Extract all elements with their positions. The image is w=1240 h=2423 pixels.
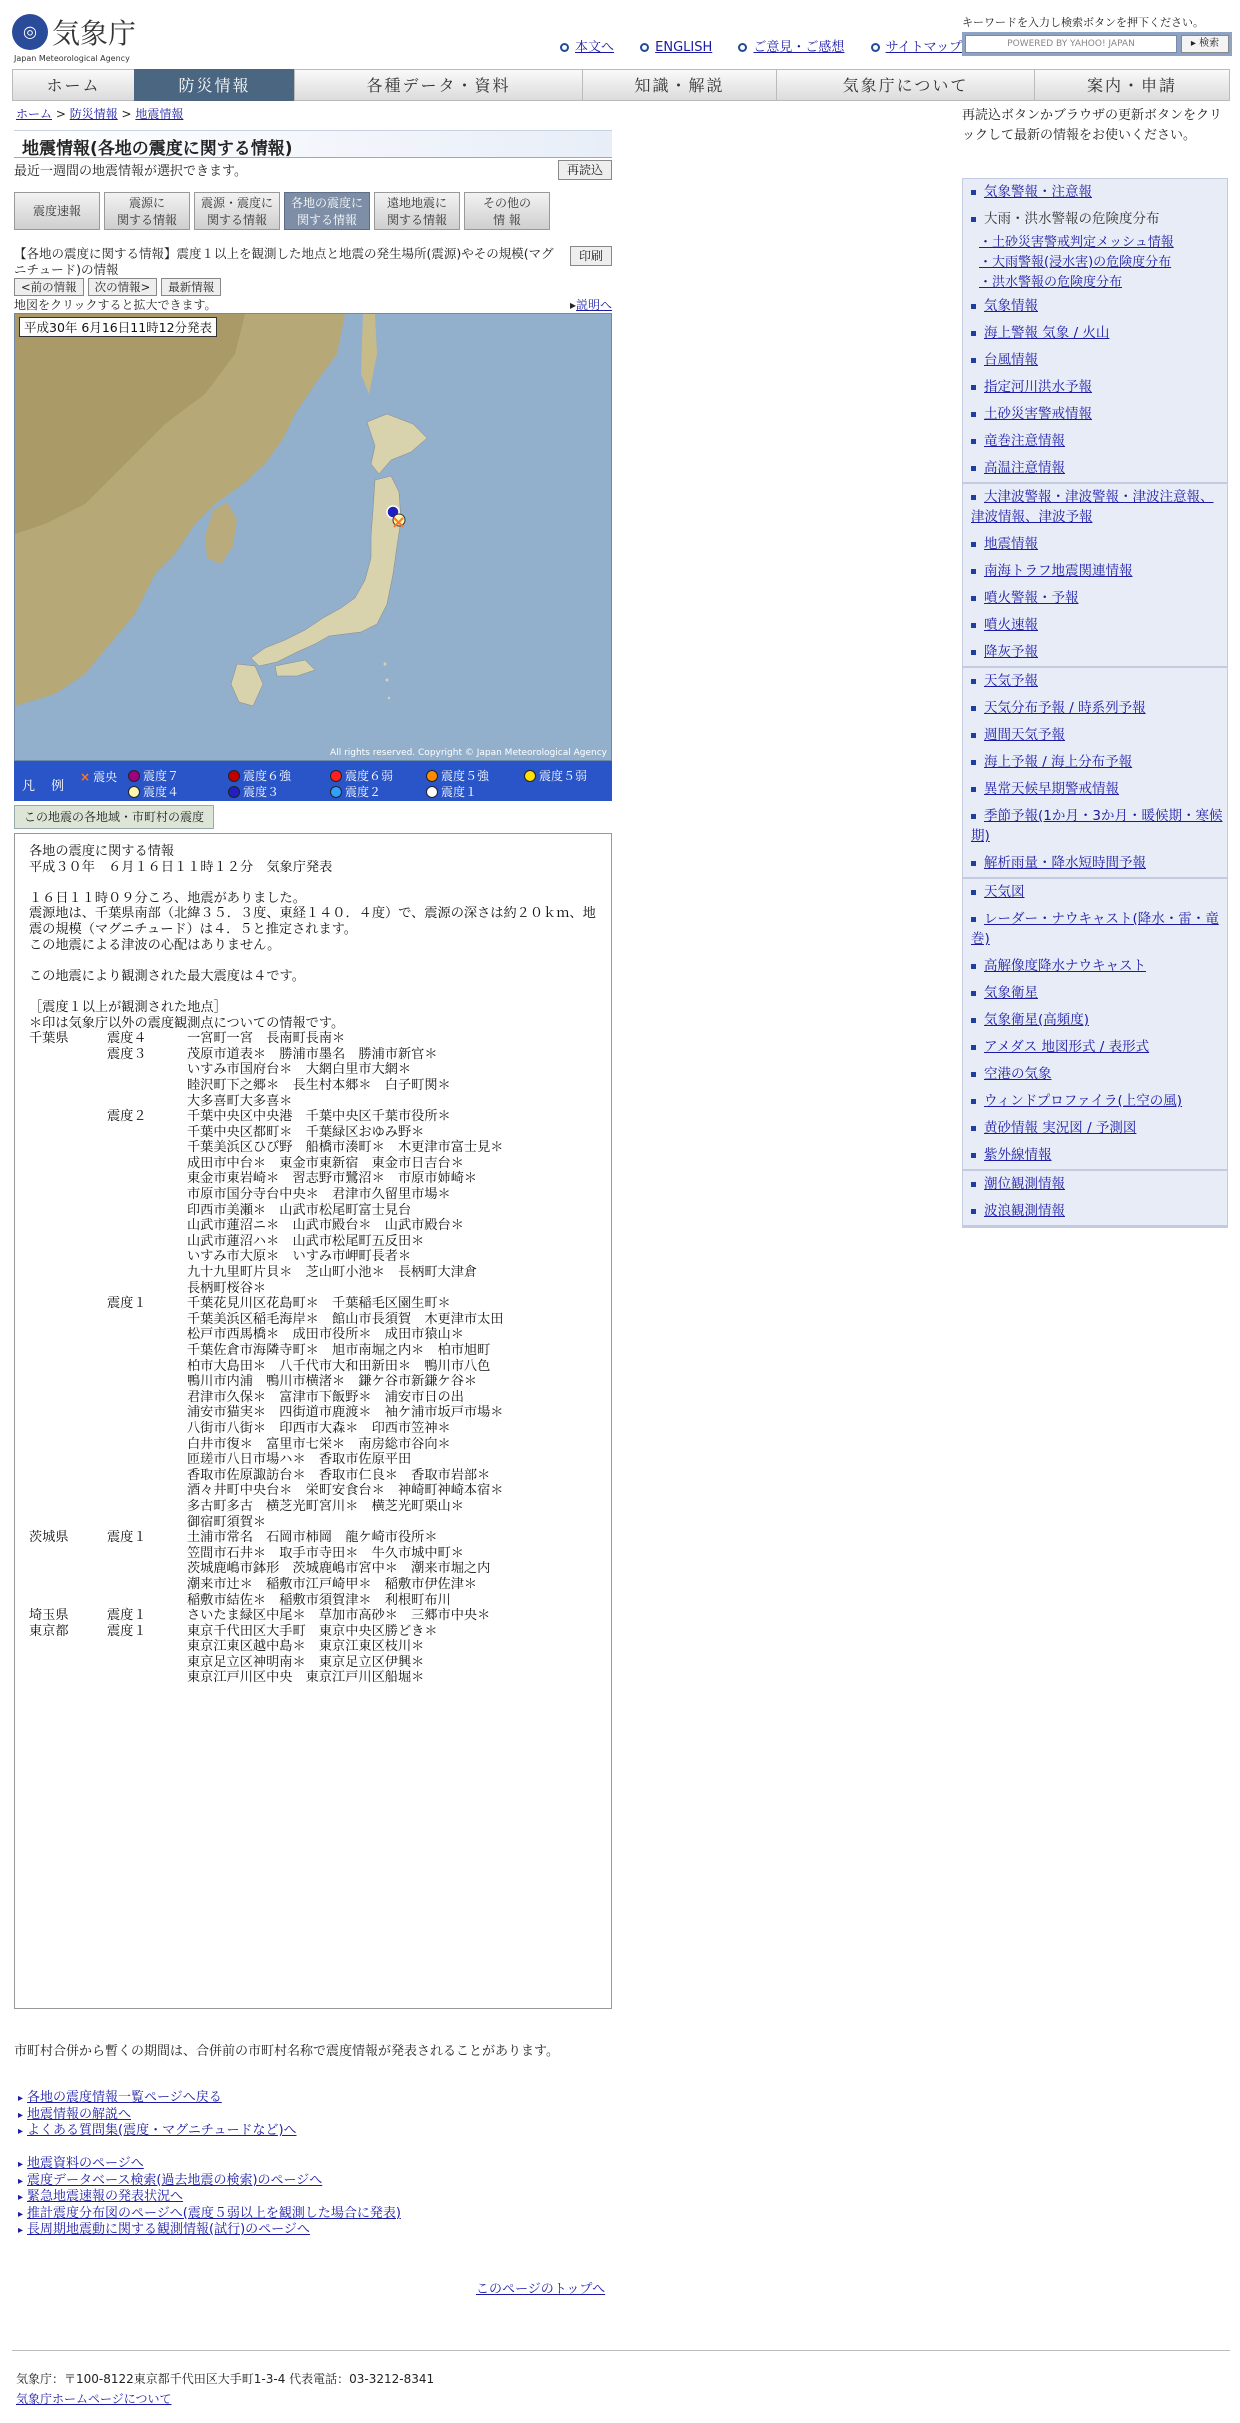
- square-bullet-icon: [971, 1045, 976, 1050]
- honshu: [251, 476, 401, 666]
- square-bullet-icon: [971, 569, 976, 574]
- link-earthquake-data[interactable]: 地震資料のページへ: [27, 2156, 144, 2171]
- sidebar-item-label[interactable]: 紫外線情報: [984, 1147, 1052, 1163]
- sidebar-item-label[interactable]: 噴火速報: [984, 617, 1038, 633]
- square-bullet-icon: [971, 991, 976, 996]
- square-bullet-icon: [971, 787, 976, 792]
- sidebar-item[interactable]: [963, 722, 1227, 749]
- sidebar-item[interactable]: [963, 879, 1227, 906]
- sidebar-item[interactable]: [963, 1171, 1227, 1198]
- link-estimated-intensity[interactable]: 推計震度分布図のページへ(震度５弱以上を観測した場合に発表): [27, 2205, 401, 2221]
- sidebar-item[interactable]: [963, 906, 1227, 953]
- data-link-item[interactable]: [18, 2173, 401, 2190]
- site-header: [0, 0, 1240, 66]
- link-intensity-database[interactable]: 震度データベース検索(過去地震の検索)のページへ: [27, 2172, 323, 2188]
- legend-item-label: 震度４: [143, 785, 180, 799]
- print-button[interactable]: 印刷: [570, 246, 612, 266]
- legend-epicenter: [80, 768, 117, 785]
- explanation-link[interactable]: ▸説明へ: [570, 298, 613, 312]
- sidebar-item[interactable]: [963, 1034, 1227, 1061]
- legend-item: [524, 767, 587, 784]
- sidebar-item-label[interactable]: 波浪観測情報: [984, 1203, 1065, 1219]
- sidebar-item-label[interactable]: 高解像度降水ナウキャスト: [984, 958, 1146, 974]
- intensity-5plus-icon: [426, 770, 438, 782]
- sidebar-item[interactable]: [963, 953, 1227, 980]
- sidebar-item-label[interactable]: アメダス 地図形式 / 表形式: [984, 1039, 1150, 1055]
- sidebar-item[interactable]: [963, 1198, 1227, 1225]
- nav-data[interactable]: 各種データ・資料: [294, 69, 582, 101]
- hokkaido: [367, 414, 427, 474]
- legend-item-label: 震央: [93, 770, 118, 784]
- bullet-icon: [640, 43, 649, 52]
- japan-map-graphic: [15, 314, 612, 761]
- legend-item-label: 震度５弱: [539, 769, 588, 783]
- nav-disaster-info[interactable]: 防災情報: [134, 69, 294, 101]
- intensity-7-icon: [128, 770, 140, 782]
- sidebar-item[interactable]: [963, 293, 1227, 320]
- intensity-level: 震度１: [107, 1623, 147, 1639]
- intensity-level: 震度２: [107, 1109, 147, 1125]
- intensity-table: [29, 1031, 504, 1686]
- legend-item: [426, 783, 477, 800]
- sidebar-item-label[interactable]: ウィンドプロファイラ(上空の風): [984, 1093, 1183, 1109]
- sidebar-item[interactable]: [963, 531, 1227, 558]
- intensity-6minus-icon: [330, 770, 342, 782]
- footer-site-policy-link[interactable]: 気象庁ホームページについて: [16, 2392, 172, 2406]
- search-input[interactable]: POWERED BY YAHOO! JAPAN: [965, 35, 1177, 53]
- sidebar-item-label[interactable]: 気象情報: [984, 298, 1038, 314]
- prefecture: 千葉県: [29, 1031, 69, 1047]
- intensity-5minus-icon: [524, 770, 536, 782]
- report-intro: 各地の震度に関する情報 平成３０年 ６月１６日１１時１２分 気象庁発表 １６日１１時０９分ころ、地震がありました。 震源地は、千葉県南部（北緯３５．３度、東経１４０．４度）で、震源の深さは約２０ｋｍ、地震の規模（マグニチュード）は４．５と推定されます。 この地震による津波の心配はありません。 この地震により観測された最大震度は４です。 ［震度１以上が観測された地点］ ＊印は気象庁以外の震度観測点についての情報です。: [29, 844, 596, 1031]
- intensity-level: 震度４: [107, 1031, 147, 1047]
- sidebar-item-label[interactable]: 指定河川洪水予報: [984, 379, 1092, 395]
- intensity-4-icon: [128, 786, 140, 798]
- sidebar-item[interactable]: [963, 253, 1227, 273]
- sidebar-item-label[interactable]: 台風情報: [984, 352, 1038, 368]
- prefecture: 埼玉県: [29, 1608, 69, 1624]
- shikoku: [275, 660, 315, 676]
- legend-item-label: 震度１: [441, 785, 478, 799]
- related-link-item[interactable]: [18, 2107, 297, 2124]
- logo-name: 気象庁: [52, 17, 137, 50]
- sidebar-item[interactable]: [963, 347, 1227, 374]
- page-subtitle: 最近一週間の地震情報が選択できます。: [14, 164, 247, 179]
- bullet-icon: [871, 43, 880, 52]
- data-links: [18, 2156, 401, 2239]
- nav-home[interactable]: ホーム: [12, 69, 134, 101]
- table-row: [29, 1530, 504, 1608]
- nav-about[interactable]: 気象庁について: [776, 69, 1034, 101]
- search-hint: キーワードを入力し検索ボタンを押下ください。: [962, 16, 1204, 29]
- next-info-button[interactable]: 次の情報>: [88, 278, 158, 296]
- station-list: 一宮町一宮 長南町長南＊: [187, 1031, 346, 1047]
- breadcrumb: ホーム > 防災情報 > 地震情報: [16, 107, 184, 121]
- legend-label: 凡 例: [22, 779, 71, 794]
- sidebar-item-label[interactable]: 黄砂情報 実況図 / 予測図: [984, 1120, 1137, 1136]
- sidebar-item-label[interactable]: 気象衛星: [984, 985, 1038, 1001]
- data-link-item[interactable]: [18, 2189, 401, 2206]
- link-eew-status[interactable]: 緊急地震速報の発表状況へ: [27, 2189, 184, 2204]
- sidebar-item[interactable]: [963, 749, 1227, 776]
- table-row: [29, 1031, 504, 1047]
- sidebar-item-label[interactable]: 大津波警報・津波警報・津波注意報、津波情報、津波予報: [971, 489, 1214, 525]
- legend-item-label: 震度２: [345, 785, 382, 799]
- sidebar-item-label[interactable]: 天気図: [984, 884, 1025, 900]
- sidebar-hint: 再読込ボタンかブラウザの更新ボタンをクリックして最新の情報をお使いください。: [962, 108, 1223, 143]
- data-link-item[interactable]: [18, 2206, 401, 2223]
- square-bullet-icon: [971, 596, 976, 601]
- prefecture: 東京都: [29, 1623, 69, 1639]
- site-search: [962, 14, 1232, 56]
- sidebar-item[interactable]: [963, 233, 1227, 253]
- sidebar-item[interactable]: [963, 612, 1227, 639]
- intensity-1-icon: [426, 786, 438, 798]
- sidebar-item[interactable]: [963, 1088, 1227, 1115]
- sidebar-item[interactable]: [963, 428, 1227, 455]
- legend-item-label: 震度６強: [243, 769, 292, 783]
- link-sitemap[interactable]: [871, 36, 963, 55]
- sidebar-item-label[interactable]: 季節予報(1か月・3か月・暖候期・寒候期): [971, 808, 1223, 844]
- table-row: [29, 1109, 504, 1296]
- intensity-report: [14, 833, 612, 2009]
- sidebar-item: [963, 206, 1227, 233]
- cat-shindo-sokuho[interactable]: 震度速報: [14, 192, 100, 230]
- reload-button[interactable]: 再読込: [558, 160, 612, 180]
- legend-item-label: 震度５強: [441, 769, 490, 783]
- breadcrumb-home[interactable]: ホーム: [16, 107, 53, 121]
- map-legend: [14, 761, 612, 801]
- legend-item: [330, 783, 381, 800]
- sidebar-item-label[interactable]: 気象警報・注意報: [984, 184, 1092, 200]
- category-buttons: [14, 192, 550, 230]
- footer-divider: [12, 2350, 1230, 2351]
- legend-item: [426, 767, 489, 784]
- square-bullet-icon: [971, 1126, 976, 1131]
- page-top-link[interactable]: このページのトップへ: [476, 2282, 606, 2297]
- prefecture: 茨城県: [29, 1530, 69, 1546]
- prev-info-button[interactable]: <前の情報: [14, 278, 84, 296]
- sidebar-item[interactable]: [963, 695, 1227, 722]
- sidebar-item[interactable]: [963, 320, 1227, 347]
- sidebar-item-label[interactable]: ・洪水警報の危険度分布: [979, 275, 1123, 290]
- table-row: [29, 1624, 504, 1686]
- square-bullet-icon: [971, 650, 976, 655]
- sidebar-item[interactable]: [963, 1142, 1227, 1169]
- izu-island: [386, 679, 389, 682]
- station-list: 千葉中央区中央港 千葉中央区千葉市役所＊ 千葉中央区都町＊ 千葉緑区おゆみ野＊ 千葉美浜区ひび野 船橋市湊町＊ 木更津市富士見＊ 成田市中台＊ 東金市東新宿 東金市日吉台＊ 東金市東岩崎＊ 習志野市鷺沼＊ 市原市姉崎＊ 市原市国分寺台中央＊ 君津市久留里市場＊ 印西市美瀬＊ 山武市松尾町富士見台 山武市蓮沼ニ＊ 山武市殿台＊ 山武市殿台＊ 山武市蓮沼ハ＊ 山武市松尾町五反田＊ いすみ市大原＊ いすみ市岬町長者＊ 九十九里町片貝＊ 芝山町小池＊ 長柄町大津倉 長柄町桜谷＊: [187, 1109, 504, 1296]
- station-list: 茂原市道表＊ 勝浦市墨名 勝浦市新官＊ いすみ市国府台＊ 大網白里市大網＊ 睦沢町下之郷＊ 長生村本郷＊ 白子町関＊ 大多喜町大多喜＊: [187, 1046, 451, 1109]
- korean-peninsula: [205, 502, 237, 564]
- related-links: [18, 2090, 297, 2140]
- legend-item-label: 震度３: [243, 785, 280, 799]
- square-bullet-icon: [971, 861, 976, 866]
- sidebar-item-label[interactable]: 潮位観測情報: [984, 1176, 1065, 1192]
- square-bullet-icon: [971, 331, 976, 336]
- station-list: 土浦市常名 石岡市柿岡 龍ケ崎市役所＊ 笠間市石井＊ 取手市寺田＊ 牛久市城中町＊ 茨城鹿嶋市鉢形 茨城鹿嶋市宮中＊ 潮来市堀之内 潮来市辻＊ 稲敷市江戸崎甲＊ 稲敷市伊佐津＊ 稲敷市結佐＊ 稲敷市須賀津＊ 利根町布川: [187, 1530, 491, 1608]
- legend-item: [228, 783, 279, 800]
- latest-info-button[interactable]: 最新情報: [161, 278, 221, 296]
- link-feedback[interactable]: [738, 36, 844, 55]
- sidebar-item-label[interactable]: ・土砂災害警戒判定メッシュ情報: [979, 235, 1174, 250]
- square-bullet-icon: [971, 304, 976, 309]
- merger-note: 市町村合併から暫くの期間は、合併前の市町村名称で震度情報が発表されることがあります。: [14, 2044, 559, 2059]
- link-long-period[interactable]: 長周期地震動に関する観測情報(試行)のページへ: [27, 2222, 310, 2237]
- data-link-item[interactable]: [18, 2222, 401, 2239]
- sidebar-item[interactable]: [963, 374, 1227, 401]
- square-bullet-icon: [971, 814, 976, 819]
- sidebar-item-label[interactable]: 週間天気予報: [984, 727, 1065, 743]
- sidebar-item-label[interactable]: 海上予報 / 海上分布予報: [984, 754, 1133, 770]
- breadcrumb-earthquake[interactable]: 地震情報: [135, 107, 184, 121]
- tab-regional-intensity[interactable]: この地震の各地域・市町村の震度: [14, 805, 214, 829]
- prefecture: [29, 1296, 107, 1530]
- intensity-3-icon: [228, 786, 240, 798]
- sidebar-group: [963, 179, 1227, 484]
- square-bullet-icon: [971, 679, 976, 684]
- izu-island: [384, 663, 387, 666]
- sidebar-item[interactable]: [963, 1007, 1227, 1034]
- epicenter-icon: ×: [80, 769, 91, 784]
- table-row: [29, 1608, 504, 1624]
- square-bullet-icon: [971, 733, 976, 738]
- sakhalin: [361, 314, 377, 394]
- sidebar-item[interactable]: [963, 401, 1227, 428]
- sidebar-group: [963, 668, 1227, 879]
- jma-logo[interactable]: [12, 10, 142, 62]
- search-button[interactable]: ▸ 検索: [1181, 35, 1229, 53]
- cat-regional-intensity[interactable]: 各地の震度に 関する情報: [284, 192, 370, 230]
- cat-hypocenter-intensity[interactable]: 震源・震度に 関する情報: [194, 192, 280, 230]
- station-list: 東京千代田区大手町 東京中央区勝どき＊ 東京江東区越中島＊ 東京江東区枝川＊ 東京足立区神明南＊ 東京足立区伊興＊ 東京江戸川区中央 東京江戸川区船堀＊: [187, 1623, 438, 1686]
- sidebar-item[interactable]: [963, 980, 1227, 1007]
- sidebar-item[interactable]: [963, 585, 1227, 612]
- link-main-content[interactable]: [560, 36, 614, 55]
- link-regional-list[interactable]: 各地の震度情報一覧ページへ戻る: [27, 2090, 222, 2105]
- legend-item-label: 震度７: [143, 769, 180, 783]
- square-bullet-icon: [971, 495, 976, 500]
- sidebar-item-label[interactable]: 土砂災害警戒情報: [984, 406, 1092, 422]
- sidebar-menu: [962, 178, 1228, 1228]
- sidebar-item-label[interactable]: 噴火警報・予報: [984, 590, 1079, 606]
- sidebar-item[interactable]: [963, 558, 1227, 585]
- square-bullet-icon: [971, 760, 976, 765]
- prefecture: [29, 1047, 107, 1109]
- square-bullet-icon: [971, 964, 976, 969]
- intensity-map[interactable]: [14, 313, 612, 761]
- intensity-2-icon: [330, 786, 342, 798]
- footer-address: 気象庁：〒100-8122東京都千代田区大手町1-3-4 代表電話：03-3212-8341: [16, 2372, 435, 2386]
- square-bullet-icon: [971, 890, 976, 895]
- link-text[interactable]: サイトマップ: [885, 40, 963, 55]
- link-english[interactable]: [640, 40, 712, 55]
- sidebar-item-label[interactable]: 南海トラフ地震関連情報: [984, 563, 1133, 579]
- square-bullet-icon: [971, 1099, 976, 1104]
- legend-item: [128, 767, 179, 784]
- sidebar-item-label[interactable]: 気象衛星(高頻度): [984, 1012, 1090, 1028]
- square-bullet-icon: [971, 439, 976, 444]
- square-bullet-icon: [971, 542, 976, 547]
- related-link-item[interactable]: [18, 2123, 297, 2140]
- intensity-level: 震度１: [107, 1608, 147, 1624]
- sidebar-item[interactable]: [963, 850, 1227, 877]
- sidebar-item-label[interactable]: 地震情報: [984, 536, 1038, 552]
- legend-item: [228, 767, 291, 784]
- square-bullet-icon: [971, 412, 976, 417]
- square-bullet-icon: [971, 358, 976, 363]
- intensity-level: 震度１: [107, 1296, 147, 1312]
- map-click-hint: 地図をクリックすると拡大できます。: [14, 298, 217, 312]
- link-faq[interactable]: よくある質問集(震度・マグニチュードなど)へ: [27, 2123, 297, 2138]
- logo-english: Japan Meteorological Agency: [14, 54, 130, 63]
- square-bullet-icon: [971, 623, 976, 628]
- cat-distant-earthquake[interactable]: 遠地地震に 関する情報: [374, 192, 460, 230]
- legend-item: [330, 767, 393, 784]
- square-bullet-icon: [971, 466, 976, 471]
- sidebar-item-label: 大雨・洪水警報の危険度分布: [984, 211, 1160, 227]
- epicenter-icon: ×: [391, 512, 407, 533]
- sidebar-item-label[interactable]: 高温注意情報: [984, 460, 1065, 476]
- sidebar-item[interactable]: [963, 668, 1227, 695]
- bullet-icon: [560, 43, 569, 52]
- map-copyright: All rights reserved. Copyright © Japan Meteorological Agency: [330, 748, 607, 758]
- explanation-link-text[interactable]: 説明へ: [576, 298, 613, 312]
- sidebar-item-label[interactable]: レーダー・ナウキャスト(降水・雷・竜巻): [971, 911, 1219, 947]
- intensity-level: 震度３: [107, 1046, 147, 1062]
- related-link-item[interactable]: [18, 2090, 297, 2107]
- sidebar-item[interactable]: [963, 455, 1227, 482]
- square-bullet-icon: [971, 706, 976, 711]
- square-bullet-icon: [971, 217, 976, 222]
- table-row: [29, 1047, 504, 1109]
- sidebar-item[interactable]: [963, 1061, 1227, 1088]
- cat-other-info[interactable]: その他の 情 報: [464, 192, 550, 230]
- table-row: [29, 1296, 504, 1530]
- nav-guide[interactable]: 案内・申請: [1034, 69, 1230, 101]
- legend-item-label: 震度６弱: [345, 769, 394, 783]
- square-bullet-icon: [971, 385, 976, 390]
- link-explanation[interactable]: 地震情報の解説へ: [27, 2106, 132, 2122]
- sidebar-item-label[interactable]: 天気予報: [984, 673, 1038, 689]
- nav-knowledge[interactable]: 知識・解説: [582, 69, 776, 101]
- square-bullet-icon: [971, 1153, 976, 1158]
- link-text[interactable]: ENGLISH: [655, 40, 713, 55]
- info-navigation: [14, 278, 221, 296]
- sidebar-item-label[interactable]: 異常天候早期警戒情報: [984, 781, 1119, 797]
- sidebar-item[interactable]: [963, 1115, 1227, 1142]
- sidebar-group: [963, 484, 1227, 668]
- sidebar-group: [963, 1171, 1227, 1227]
- intensity-6plus-icon: [228, 770, 240, 782]
- sidebar-item-label[interactable]: 海上警報 気象 / 火山: [984, 325, 1110, 341]
- bullet-icon: [738, 43, 747, 52]
- page-title: 地震情報(各地の震度に関する情報): [14, 130, 612, 158]
- jma-emblem-icon: ◎: [12, 14, 48, 50]
- sidebar-item[interactable]: [963, 484, 1227, 531]
- sidebar-item[interactable]: [963, 179, 1227, 206]
- top-links: [560, 36, 984, 55]
- sidebar-item-label[interactable]: 解析雨量・降水短時間予報: [984, 855, 1146, 871]
- link-text[interactable]: ご意見・ご感想: [753, 40, 845, 55]
- intensity-level: 震度１: [107, 1530, 147, 1546]
- sidebar-item-label[interactable]: ・大雨警報(浸水害)の危険度分布: [979, 255, 1172, 270]
- breadcrumb-disaster[interactable]: 防災情報: [69, 107, 118, 121]
- square-bullet-icon: [971, 1072, 976, 1077]
- station-list: さいたま緑区中尾＊ 草加市高砂＊ 三郷市中央＊: [187, 1608, 491, 1624]
- legend-item: [128, 783, 179, 800]
- sidebar-group: [963, 879, 1227, 1171]
- square-bullet-icon: [971, 1182, 976, 1187]
- izu-island: [388, 697, 390, 699]
- kyushu: [231, 664, 263, 706]
- sidebar-item[interactable]: [963, 776, 1227, 803]
- square-bullet-icon: [971, 190, 976, 195]
- sidebar-item-label[interactable]: 天気分布予報 / 時系列予報: [984, 700, 1146, 716]
- sidebar-item[interactable]: [963, 639, 1227, 666]
- sidebar-item[interactable]: [963, 273, 1227, 293]
- sidebar-item-label[interactable]: 竜巻注意情報: [984, 433, 1065, 449]
- info-description: 【各地の震度に関する情報】震度１以上を観測した地点と地震の発生場所(震源)やその規模(マグニチュード)の情報: [14, 246, 554, 277]
- search-button-label: 検索: [1199, 38, 1220, 49]
- sidebar-item[interactable]: [963, 803, 1227, 850]
- link-text[interactable]: 本文へ: [575, 40, 615, 55]
- prefecture: [29, 1109, 107, 1296]
- square-bullet-icon: [971, 1018, 976, 1023]
- sidebar-item-label[interactable]: 空港の気象: [984, 1066, 1052, 1082]
- square-bullet-icon: [971, 1209, 976, 1214]
- cat-hypocenter[interactable]: 震源に 関する情報: [104, 192, 190, 230]
- global-nav: [12, 69, 1230, 101]
- square-bullet-icon: [971, 917, 976, 922]
- station-list: 千葉花見川区花島町＊ 千葉稲毛区園生町＊ 千葉美浜区稲毛海岸＊ 館山市長須賀 木更津市太田 松戸市西馬橋＊ 成田市役所＊ 成田市猿山＊ 千葉佐倉市海隣寺町＊ 旭市南堀之内＊ 柏市旭町 柏市大島田＊ 八千代市大和田新田＊ 鴨川市八色 鴨川市内浦 鴨川市横渚＊ 鎌ケ谷市新鎌ケ谷＊ 君津市久保＊ 富津市下飯野＊ 浦安市日の出 浦安市猫実＊ 四街道市鹿渡＊ 袖ケ浦市坂戸市場＊ 八街市八街＊ 印西市大森＊ 印西市笠神＊ 白井市復＊ 富里市七栄＊ 南房総市谷向＊ 匝瑳市八日市場ハ＊ 香取市佐原平田 香取市佐原諏訪台＊ 香取市仁良＊ 香取市岩部＊ 酒々井町中央台＊ 栄町安食台＊ 神崎町神崎本宿＊ 多古町多古 横芝光町宮川＊ 横芝光町栗山＊ 御宿町須賀＊: [187, 1296, 504, 1530]
- data-link-item[interactable]: [18, 2156, 401, 2173]
- map-issue-date: 平成30年 6月16日11時12分発表: [19, 317, 217, 337]
- sidebar-item-label[interactable]: 降灰予報: [984, 644, 1038, 660]
